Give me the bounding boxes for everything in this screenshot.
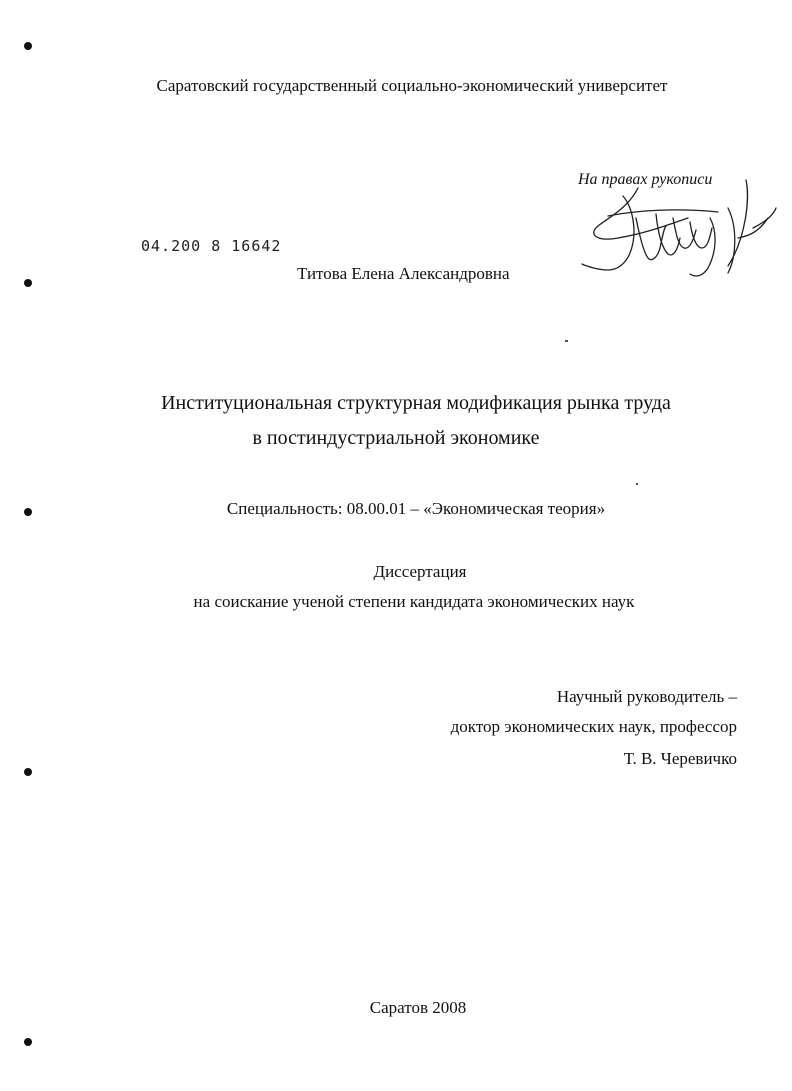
scan-speck	[565, 340, 568, 342]
manuscript-mark: На правах рукописи	[578, 171, 713, 188]
university-name: Саратовский государственный социально-экономический университет	[156, 76, 668, 95]
city-year: Саратов 2008	[369, 998, 467, 1017]
punch-hole-mark	[24, 42, 32, 50]
specialty-line: Специальность: 08.00.01 – «Экономическая теория»	[226, 499, 606, 518]
dissertation-type: Диссертация	[373, 562, 467, 581]
degree-line: на соискание ученой степени кандидата экономических наук	[193, 592, 635, 611]
supervisor-degree: доктор экономических наук, профессор	[450, 717, 737, 736]
punch-hole-mark	[24, 279, 32, 287]
supervisor-role: Научный руководитель –	[556, 687, 737, 706]
dissertation-title-line-1: Институциональная структурная модификация рынка труда	[161, 392, 671, 414]
signature-image	[578, 178, 778, 288]
punch-hole-mark	[24, 768, 32, 776]
registration-number: 04.200 8 16642	[141, 237, 282, 255]
dissertation-title-line-2: в постиндустриальной экономике	[252, 427, 540, 449]
punch-hole-mark	[24, 1038, 32, 1046]
scan-speck	[636, 483, 638, 485]
author-name: Титова Елена Александровна	[297, 264, 510, 283]
supervisor-name: Т. В. Черевичко	[623, 749, 737, 768]
